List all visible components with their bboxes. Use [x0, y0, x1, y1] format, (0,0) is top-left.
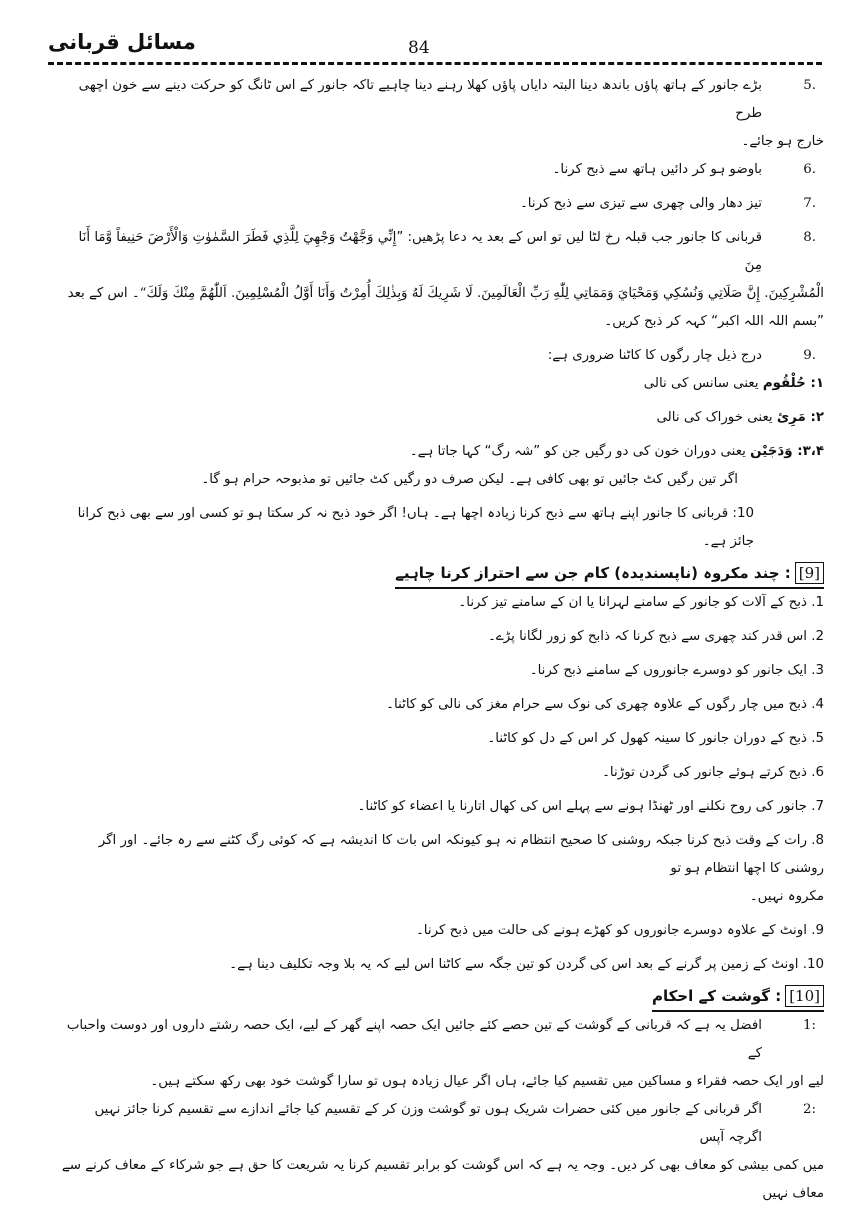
paragraph-text: قربانی کا جانور جب قبلہ رخ لٹا لیں تو اس کے بعد یہ دعا پڑھیں: ”إِنِّي وَجَّهْتُ وَجْهِيَ لِلَّذِي فَطَرَ السَّمٰوٰتِ وَالْأَرْضَ حَنِيفاً وَّمَا أَنَا مِنَ [78, 230, 762, 273]
section-number: [10] [785, 985, 824, 1007]
section-heading [652, 983, 824, 1012]
page-number: 84 [408, 38, 430, 58]
paragraph-text: درج ذیل چار رگوں کا کاٹنا ضروری ہے: [547, 348, 762, 363]
paragraph-number: 6. [803, 162, 816, 177]
numbered-paragraph [60, 1012, 824, 1068]
section-title: : گوشت کے احکام [651, 987, 782, 1005]
paragraph-number: 1: [802, 1018, 816, 1033]
paragraph-10: 10: قربانی کا جانور اپنے ہاتھ سے ذبح کرنا زیادہ اچھا ہے۔ ہاں! اگر خود ذبح نہ کر سکتا ہو تو کسی اور سے بھی ذبح کرانا جائز ہے۔ [77, 506, 754, 549]
numbered-paragraph [60, 342, 824, 370]
vein-name: ۱: حُلْقُوم [762, 376, 824, 391]
list-item-continuation: مکروہ نہیں۔ [749, 889, 824, 904]
section-title: : چند مکروہ (ناپسندیدہ) کام جن سے احتراز کرنا چاہیے [395, 564, 791, 582]
vein-description: یعنی سانس کی نالی [643, 376, 763, 391]
vein-name: ۳،۴: وَدَجَیْن [750, 444, 824, 459]
numbered-paragraph [60, 156, 824, 184]
vein-description: یعنی خوراک کی نالی [656, 410, 777, 425]
paragraph-number: 2: [802, 1102, 816, 1117]
dua-continuation: الْمُشْرِكِينَ. إِنَّ صَلَاتِي وَنُسُكِي وَمَحْيَايَ وَمَمَاتِي لِلّٰهِ رَبِّ الْعَالَمِينَ. لَا شَرِيكَ لَهُ وَبِذٰلِكَ أُمِرْتُ وَأَنَا أَوَّلُ الْمُسْلِمِينَ. اَللّٰهُمَّ مِنْكَ وَلَكَ“۔ اس کے بعد [67, 286, 824, 301]
numbered-paragraph [60, 190, 824, 218]
book-title: مسائل قربانی [48, 30, 196, 54]
page-body [60, 72, 824, 1208]
paragraph-text: تیز دھار والی چھری سے تیزی سے ذبح کرنا۔ [519, 196, 762, 211]
paragraph-text: باوضو ہو کر دائیں ہاتھ سے ذبح کرنا۔ [552, 162, 762, 177]
list-item: 10. اونٹ کے زمین پر گرنے کے بعد اس کی گردن کو تین جگہ سے کاٹنا اس لیے کہ یہ بلا وجہ تکلیف دینا ہے۔ [229, 957, 824, 972]
paragraph-text: اگر قربانی کے جانور میں کئی حضرات شریک ہوں تو گوشت وزن کر کے تقسیم کیا جائے اندازے سے تقسیم کرنا جائز نہیں اگرچہ آپس [94, 1102, 762, 1145]
page-header [48, 28, 822, 68]
paragraph-text: بڑے جانور کے ہاتھ پاؤں باندھ دینا البتہ دایاں پاؤں کھلا رہنے دینا چاہیے تاکہ جانور کے اس ٹانگ کو حرکت دینے سے خون اچھی طرح [78, 78, 762, 121]
paragraph-continuation: لیے اور ایک حصہ فقراء و مساکین میں تقسیم کیا جائے، ہاں اگر عیال زیادہ ہوں تو سارا گوشت خود بھی رکھ سکتے ہیں۔ [150, 1074, 824, 1089]
list-item: 7. جانور کی روح نکلنے اور ٹھنڈا ہونے سے پہلے اس کی کھال اتارنا یا اعضاء کو کاٹنا۔ [357, 799, 824, 814]
paragraph-continuation: خارج ہو جائے۔ [741, 134, 824, 149]
list-item: 5. ذبح کے دوران جانور کا سینہ کھول کر اس کے دل کو کاٹنا۔ [487, 731, 824, 746]
list-item: 9. اونٹ کے علاوہ دوسرے جانوروں کو کھڑے ہونے کی حالت میں ذبح کرنا۔ [415, 923, 824, 938]
vein-description: یعنی دوران خون کی دو رگیں جن کو ”شہ رگ“ کہا جاتا ہے۔ [409, 444, 751, 459]
vein-item [60, 438, 824, 466]
vein-item [60, 404, 824, 432]
list-item: 1. ذبح کے آلات کو جانور کے سامنے لہرانا یا ان کے سامنے تیز کرنا۔ [458, 595, 824, 610]
vein-item [60, 370, 824, 398]
paragraph-continuation: میں کمی بیشی کو معاف بھی کر دیں۔ وجہ یہ ہے کہ اس گوشت کو برابر تقسیم کرنا یہ شریعت کا حق ہے جو شرکاء کے معاف کرنے سے معاف نہیں [61, 1158, 824, 1201]
list-item: 6. ذبح کرتے ہوئے جانور کی گردن توڑنا۔ [602, 765, 824, 780]
dua-continuation: ”بسم اللہ اللہ اکبر“ کہہ کر ذبح کریں۔ [604, 314, 824, 329]
list-item: 3. ایک جانور کو دوسرے جانوروں کے سامنے ذبح کرنا۔ [529, 663, 824, 678]
numbered-paragraph-dua [60, 224, 824, 280]
list-item: 8. رات کے وقت ذبح کرنا جبکہ روشنی کا صحیح انتظام نہ ہو کیونکہ اس بات کا اندیشہ ہے کہ کوئی رگ کٹنے سے رہ جائے۔ اور اگر روشنی کا اچھا انتظام ہو تو [98, 833, 824, 876]
section-heading [395, 560, 824, 589]
numbered-paragraph [60, 1096, 824, 1152]
vein-name: ۲: مَرِیٔ [776, 410, 824, 425]
paragraph-number: 7. [803, 196, 816, 211]
paragraph-number: 8. [803, 230, 816, 245]
section-heading-row [60, 556, 824, 589]
paragraph-text: افضل یہ ہے کہ قربانی کے گوشت کے تین حصے کئے جائیں ایک حصہ اپنے گھر کے لیے، ایک حصہ رشتے داروں اور دوست واحباب کے [66, 1018, 762, 1061]
header-divider [48, 62, 822, 65]
list-item: 4. ذبح میں چار رگوں کے علاوہ چھری کی نوک سے حرام مغز کی نالی کو کاٹنا۔ [386, 697, 824, 712]
list-item: 2. اس قدر کند چھری سے ذبح کرنا کہ ذابح کو زور لگانا پڑے۔ [488, 629, 824, 644]
paragraph-number: 9. [803, 348, 816, 363]
veins-note: اگر تین رگیں کٹ جائیں تو بھی کافی ہے۔ لیکن صرف دو رگیں کٹ جائیں تو مذبوحہ حرام ہو گا۔ [201, 472, 738, 487]
section-number: [9] [795, 562, 824, 584]
section-heading-row [60, 979, 824, 1012]
paragraph-number: 5. [803, 78, 816, 93]
numbered-paragraph [60, 72, 824, 128]
